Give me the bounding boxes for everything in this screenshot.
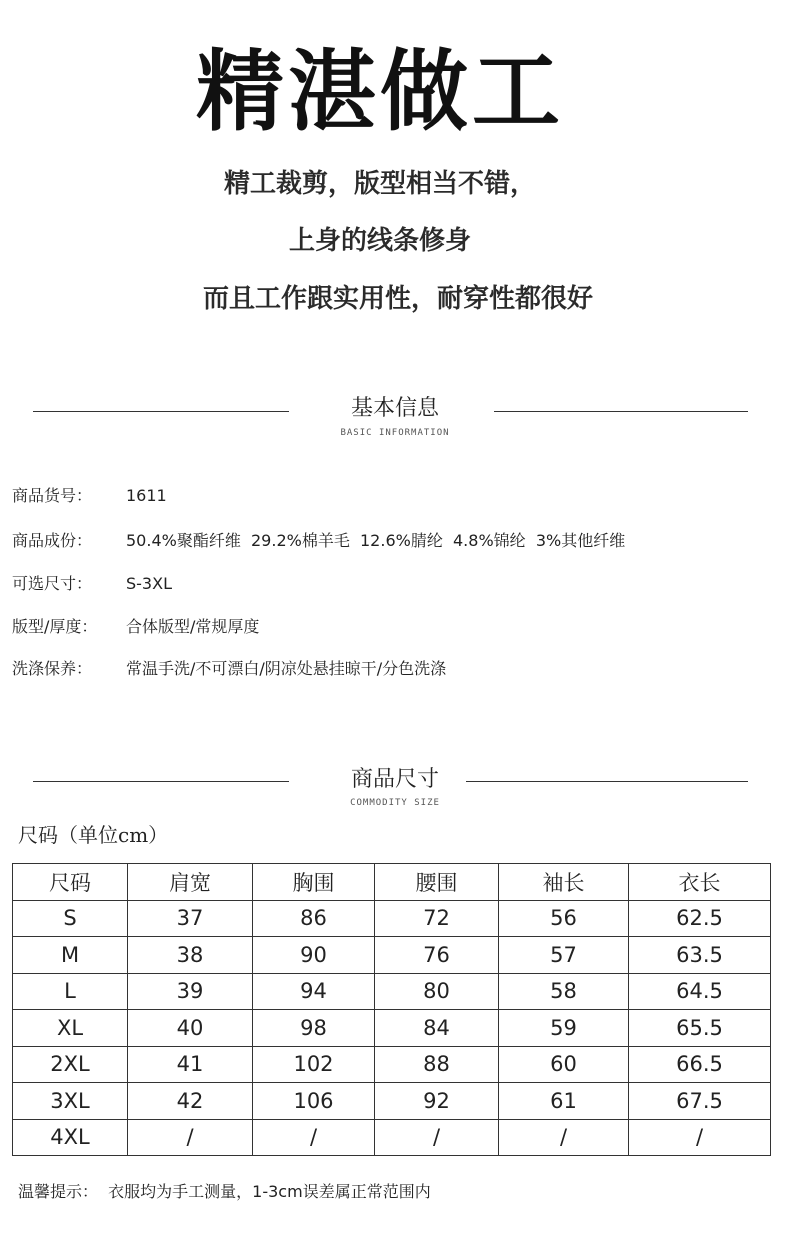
info-label: 商品成份：	[12, 531, 93, 550]
table-cell: 94	[253, 973, 375, 1010]
column-header: 衣长	[629, 864, 771, 901]
section-subtitle-size: COMMODITY SIZE	[350, 798, 440, 808]
table-cell: 3XL	[13, 1083, 128, 1120]
table-cell: 67.5	[629, 1083, 771, 1120]
table-cell: 62.5	[629, 900, 771, 937]
table-cell: 66.5	[629, 1046, 771, 1083]
table-cell: 4XL	[13, 1119, 128, 1156]
table-cell: 80	[375, 973, 499, 1010]
info-label: 可选尺寸：	[12, 574, 93, 593]
info-row-composition	[12, 528, 625, 554]
info-row-care	[12, 656, 446, 682]
column-header: 尺码	[13, 864, 128, 901]
info-value: 1611	[126, 486, 167, 505]
table-cell: /	[375, 1119, 499, 1156]
table-cell: 37	[128, 900, 253, 937]
column-header: 胸围	[253, 864, 375, 901]
table-cell: 39	[128, 973, 253, 1010]
table-cell: 38	[128, 937, 253, 974]
info-label: 商品货号：	[12, 486, 93, 505]
table-cell: 76	[375, 937, 499, 974]
section-subtitle-basic-info: BASIC INFORMATION	[340, 428, 450, 438]
table-row	[13, 1083, 771, 1120]
section-title-size: 商品尺寸	[350, 767, 439, 792]
info-row-sizes	[12, 571, 172, 597]
measurement-note: 温馨提示： 衣服均为手工测量，1-3cm误差属正常范围内	[18, 1182, 431, 1201]
table-cell: 92	[375, 1083, 499, 1120]
table-cell: 106	[253, 1083, 375, 1120]
table-cell: 84	[375, 1010, 499, 1047]
info-value: 合体版型/常规厚度	[126, 617, 260, 636]
table-header-row	[13, 864, 771, 901]
table-cell: /	[253, 1119, 375, 1156]
table-cell: 102	[253, 1046, 375, 1083]
slogan-line-2: 上身的线条修身	[288, 226, 471, 256]
table-cell: S	[13, 900, 128, 937]
slogan-line-1: 精工裁剪，版型相当不错，	[223, 169, 536, 199]
table-row	[13, 1010, 771, 1047]
table-cell: 65.5	[629, 1010, 771, 1047]
table-cell: 64.5	[629, 973, 771, 1010]
table-cell: /	[629, 1119, 771, 1156]
table-cell: 90	[253, 937, 375, 974]
table-cell: 61	[499, 1083, 629, 1120]
table-cell: 63.5	[629, 937, 771, 974]
table-row	[13, 973, 771, 1010]
info-label: 版型/厚度：	[12, 617, 98, 636]
table-cell: 2XL	[13, 1046, 128, 1083]
table-cell: M	[13, 937, 128, 974]
main-title: 精湛做工	[195, 40, 564, 143]
table-row	[13, 1119, 771, 1156]
table-cell: 60	[499, 1046, 629, 1083]
info-value: 常温手洗/不可漂白/阴凉处悬挂晾干/分色洗涤	[126, 659, 447, 678]
table-cell: 59	[499, 1010, 629, 1047]
table-cell: 41	[128, 1046, 253, 1083]
table-cell: 42	[128, 1083, 253, 1120]
info-value: S-3XL	[126, 574, 172, 593]
table-cell: /	[128, 1119, 253, 1156]
size-table-caption: 尺码（单位cm）	[18, 823, 169, 847]
table-cell: 57	[499, 937, 629, 974]
info-row-sku	[12, 483, 167, 509]
table-row	[13, 900, 771, 937]
slogan-line-3: 而且工作跟实用性，耐穿性都很好	[202, 284, 593, 314]
column-header: 袖长	[499, 864, 629, 901]
table-cell: L	[13, 973, 128, 1010]
table-cell: 98	[253, 1010, 375, 1047]
table-cell: /	[499, 1119, 629, 1156]
table-row	[13, 1046, 771, 1083]
table-cell: XL	[13, 1010, 128, 1047]
column-header: 肩宽	[128, 864, 253, 901]
table-row	[13, 937, 771, 974]
section-title-basic-info: 基本信息	[350, 396, 439, 421]
size-table	[12, 863, 771, 1156]
table-cell: 40	[128, 1010, 253, 1047]
column-header: 腰围	[375, 864, 499, 901]
table-cell: 72	[375, 900, 499, 937]
info-row-fit	[12, 614, 259, 640]
table-cell: 58	[499, 973, 629, 1010]
table-cell: 56	[499, 900, 629, 937]
table-cell: 86	[253, 900, 375, 937]
info-value: 50.4%聚酯纤维 29.2%棉羊毛 12.6%腈纶 4.8%锦纶 3%其他纤维	[126, 531, 626, 550]
table-cell: 88	[375, 1046, 499, 1083]
info-label: 洗涤保养：	[12, 659, 93, 678]
